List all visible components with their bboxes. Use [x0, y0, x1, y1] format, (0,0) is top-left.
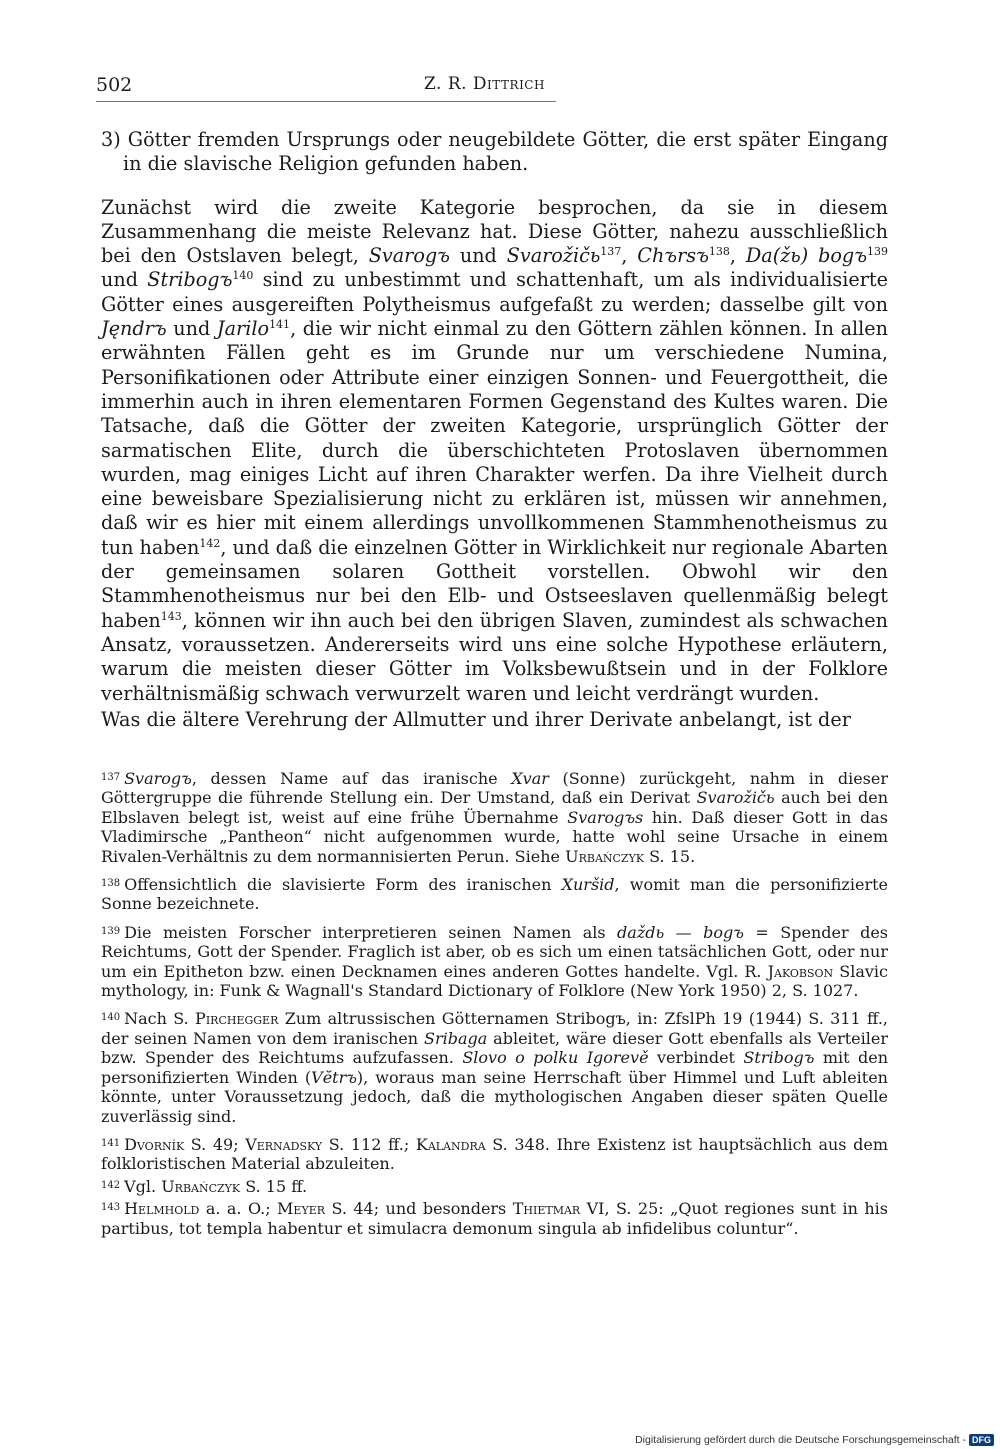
enumerated-item-3: 3) Götter fremden Ursprungs oder neugebildete Götter, die erst später Eingang in die slavische Religion gefunden haben. [101, 128, 888, 176]
footnote-ref-138[interactable]: 138 [708, 245, 730, 259]
god-name: Jęndrъ [101, 317, 167, 341]
main-text [101, 128, 888, 732]
god-name: Stribogъ [147, 268, 233, 292]
footnote-ref-143[interactable]: 143 [160, 609, 182, 623]
footnote-138: $^{138}$ Offensichtlich die slavisierte Form des iranischen Xuršid, womit man die personifizierte Sonne bezeichnete. [101, 875, 888, 914]
god-name: Da(žь) bogъ [745, 244, 867, 268]
header-rule [96, 101, 556, 102]
god-name: Svarogъ [368, 244, 450, 268]
footer-text: Digitalisierung gefördert durch die Deutsche Forschungsgemeinschaft - [635, 1434, 966, 1446]
running-title: Z. R. Dittrich [424, 74, 545, 94]
footnote-ref-137[interactable]: 137 [600, 245, 622, 259]
footnotes [101, 768, 888, 1246]
footnote-142: $^{142}$ Vgl. Urbańczyk S. 15 ff. [101, 1176, 308, 1196]
dfg-logo: DFG [969, 1434, 994, 1446]
footnote-ref-140[interactable]: 140 [232, 269, 254, 283]
running-header [96, 74, 890, 104]
paragraph: Zunächst wird die zweite Kategorie besprochen, da sie in diesem Zusammenhang die meiste Relevanz hat. Diese Götter, nahezu ausschließlich bei den Ostslaven belegt, Svarogъ und Svarožičь$^{137}$, Chъrsъ$^{138}$, Da(žь) bogъ$^{139}$ und Stribogъ$^{140}$ sind zu unbestimmt und schattenhaft, um als individualisierte Götter eines ausgereiften Polytheismus aufgefaßt zu werden; dasselbe gilt von Jęndrъ und Jarilo$^{141}$, die wir nicht einmal zu den Göttern zählen können. In allen erwähnten Fällen geht es im Grunde nur um verschiedene Numina, Personifikationen oder Attribute einer einzigen Sonnen- und Feuergottheit, die immerhin auch in ihren elementaren Formen Gegenstand des Kultes waren. Die Tatsache, daß die Götter der zweiten Kategorie, ursprünglich Götter der sarmatischen Elite, durch die überschichteten Protoslaven übernommen wurden, mag einiges Licht auf ihren Charakter werfen. Da ihre Vielheit durch eine beweisbare Spezialisierung nicht zu erklären ist, müssen wir annehmen, daß wir es hier mit einem allerdings unvollkommenen Stammhenotheismus zu tun haben$^{142}$, und daß die einzelnen Götter in Wirklichkeit nur regionale Abarten der gemeinsamen solaren Gottheit vorstellen. Obwohl wir den Stammhenotheismus nur bei den Elb- und Ostseeslaven quellenmäßig belegt haben$^{143}$, können wir ihn auch bei den übrigen Slaven, zumindest als schwachen Ansatz, voraussetzen. Andererseits wird uns eine solche Hypothese erläutern, warum die meisten dieser Götter im Volksbewußtsein und in der Folklore verhältnismäßig schwach verwurzelt waren und leicht verdrängt wurden. [101, 195, 888, 705]
god-name: Chъrsъ [637, 244, 709, 268]
footnote-140: $^{140}$ Nach S. Pirchegger Zum altrussischen Götternamen Stribogъ, in: ZfslPh 19 (1944) S. 311 ff., der seinen Namen von dem iranischen Sribaga ableitet, wäre dieser Gott ebenfalls als Verteiler bzw. Spender des Reichtums aufzufassen. Slovo o polku Igorevě verbindet Stribogъ mit den personifizierten Winden (Vĕtrъ), woraus man seine Herrschaft über Himmel und Luft ableiten könnte, unter Voraussetzung jedoch, daß die mythologischen Angaben dieser späten Quelle zuverlässig sind. [101, 1009, 889, 1126]
footnote-137: $^{137}$ Svarogъ, dessen Name auf das iranische Xvar (Sonne) zurückgeht, nahm in dieser Göttergruppe die führende Stellung ein. Der Umstand, daß ein Derivat Svarožičь auch bei den Elbslaven belegt ist, weist auf eine frühe Übernahme Svarogъs hin. Daß dieser Gott in das Vladimirsche „Pantheon“ nicht aufgenommen wurde, hatte wohl seine Ursache in einem Rivalen-Verhältnis zu dem normannisierten Perun. Siehe Urbańczyk S. 15. [101, 769, 889, 866]
paragraph: Was die ältere Verehrung der Allmutter und ihrer Derivate anbelangt, ist der [101, 707, 851, 731]
page-number: 502 [96, 74, 133, 96]
footnote-ref-139[interactable]: 139 [867, 245, 888, 259]
footnote-141: $^{141}$ Dvorník S. 49; Vernadsky S. 112 ff.; Kalandra S. 348. Ihre Existenz ist hauptsächlich aus dem folkloristischen Material abzuleiten. [101, 1134, 888, 1174]
god-name: Jarilo [216, 317, 270, 341]
footnote-139: $^{139}$ Die meisten Forscher interpretieren seinen Namen als daždь — bogъ = Spender des Reichtums, Gott der Spender. Fraglich ist aber, ob es sich um einen tatsächlichen Gott, oder nur um ein Epitheton bzw. einen Decknamen eines anderen Gottes handelte. Vgl. R. Jakobson Slavic mythology, in: Funk & Wagnall's Standard Dictionary of Folklore (New York 1950) 2, S. 1027. [101, 922, 889, 1001]
god-name: Svarožičь [506, 244, 601, 268]
digitization-footer [635, 1434, 994, 1446]
footnote-ref-142[interactable]: 142 [199, 536, 221, 550]
footnote-ref-141[interactable]: 141 [269, 318, 291, 332]
footnote-143: $^{143}$ Helmhold a. a. O.; Meyer S. 44; und besonders Thietmar VI, S. 25: „Quot regiones sunt in his partibus, tot templa habentur et simulacra demonum singula ab infidelibus coluntur“. [101, 1199, 889, 1238]
